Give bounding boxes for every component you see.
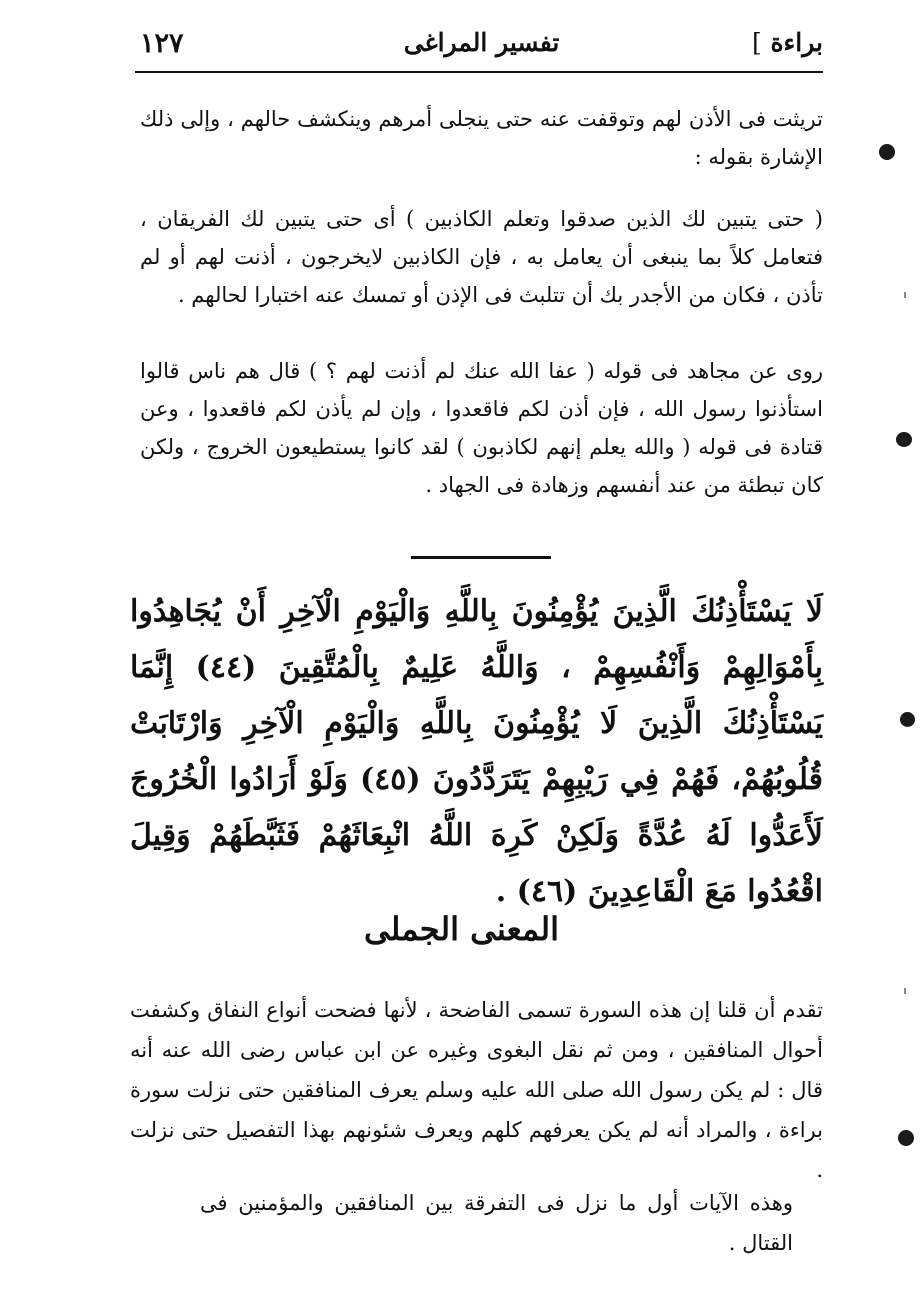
surah-label: براءة xyxy=(770,28,823,57)
paragraph-explanation: ( حتى يتبين لك الذين صدقوا وتعلم الكاذبين ) أى حتى يتبين لك الفريقان ، فتعامل كلاً بما ينبغى أن يعامل به ، فإن الكاذبين لايخرجون ، أذنت لهم أو لم تأذن ، فكان من الأجدر بك أن تتلبث فى الإذن أو تمسك عنه اختبارا لحالهم . xyxy=(140,207,823,307)
paragraph-overview: تقدم أن قلنا إن هذه السورة تسمى الفاضحة ، لأنها فضحت أنواع النفاق وكشفت أحوال المنافقين ، ومن ثم نقل البغوى وغيره عن ابن عباس رضى الله عنه أنه قال : لم يكن رسول الله صلى الله عليه وسلم يعرف المنافقين حتى نزلت سورة براءة ، والمراد أنه لم يكن يعرفهم كلهم ويعرف شئونهم بهذا التفصيل حتى نزلت . xyxy=(130,998,823,1182)
header-rule xyxy=(135,71,823,73)
quran-verse-block: لَا يَسْتَأْذِنُكَ الَّذِينَ يُؤْمِنُونَ بِاللَّهِ وَالْيَوْمِ الْآخِرِ أَنْ يُجَاهِدُوا بِأَمْوَالِهِمْ وَأَنْفُسِهِمْ ، وَاللَّهُ عَلِيمٌ بِالْمُتَّقِينَ (٤٤) إِنَّمَا يَسْتَأْذِنُكَ الَّذِينَ لَا يُؤْمِنُونَ بِاللَّهِ وَالْيَوْمِ الْآخِرِ وَارْتَابَتْ قُلُوبُهُمْ، فَهُمْ فِي رَيْبِهِمْ يَتَرَدَّدُونَ (٤٥) وَلَوْ أَرَادُوا الْخُرُوجَ لَأَعَدُّوا لَهُ عُدَّةً وَلَكِنْ كَرِهَ اللَّهُ انْبِعَاثَهُمْ فَثَبَّطَهُمْ وَقِيلَ اقْعُدُوا مَعَ الْقَاعِدِينَ (٤٦) . xyxy=(130,594,823,909)
scan-speck xyxy=(904,292,906,298)
running-header xyxy=(140,22,823,70)
paragraph-narration: روى عن مجاهد فى قوله ( عفا الله عنك لم أذنت لهم ؟ ) قال هم ناس قالوا استأذنوا رسول الله ، فإن أذن لكم فاقعدوا ، وإن لم يأذن لكم فاقعدوا ، وعن قتادة فى قوله ( والله يعلم إنهم لكاذبون ) لقد كانوا يستطيعون الخروج ، ولكن كان تبطئة من عند أنفسهم وزهادة فى الجهاد . xyxy=(140,359,823,497)
paragraph-intro: تريثت فى الأذن لهم وتوقفت عنه حتى ينجلى أمرهم وينكشف حالهم ، وإلى ذلك الإشارة بقوله : xyxy=(140,107,823,169)
section-divider xyxy=(411,556,551,559)
section-heading: المعنى الجملى xyxy=(363,910,560,948)
ink-blot xyxy=(900,712,915,727)
header-bracket: ] xyxy=(751,28,762,57)
ink-blot xyxy=(898,1130,914,1146)
book-title: تفسير المراغى xyxy=(403,28,560,57)
page-number: ١٢٧ xyxy=(140,28,184,59)
ink-blot xyxy=(896,432,912,447)
paragraph-closing: وهذه الآيات أول ما نزل فى التفرقة بين المنافقين والمؤمنين فى القتال . xyxy=(200,1191,793,1255)
scan-speck xyxy=(904,988,906,994)
ink-blot xyxy=(879,144,895,160)
